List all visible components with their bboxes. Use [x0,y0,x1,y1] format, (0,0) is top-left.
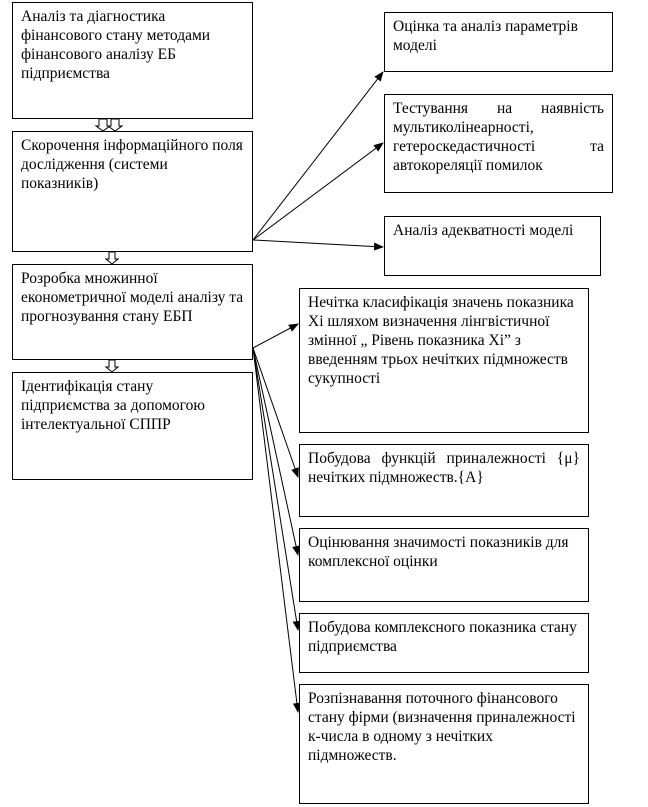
box-info-field-reduction [12,131,253,252]
box-multicollinearity-test-text: Тестування на наявність мультиколінеарності, гетероскедастичності та автокореляції помилок [393,100,604,174]
double-down-arrow-1 [96,119,122,131]
box-state-identification [12,372,253,480]
box-parameter-estimation-text: Оцінка та аналіз параметрів моделі [393,18,578,54]
arrow-to-adequacy-analysis [253,240,383,247]
box-membership-functions [299,444,589,517]
box-info-field-reduction-text: Скорочення інформаційного поля дослідження (системи показників) [21,137,243,192]
arrow-to-significance-evaluation [253,348,298,555]
arrow-to-fuzzy-classification [253,324,298,348]
arrow-to-membership-functions [253,348,298,477]
box-financial-analysis [12,2,253,119]
arrow-to-state-recognition [253,348,298,712]
box-significance-evaluation [299,528,589,602]
arrow-to-parameter-estimation [253,72,383,240]
box-fuzzy-classification-text: Нечітка класифікація значень показника Хі шляхом визначення лінгвістичної змінної „ Рівень показника Хі” з введенням трьох нечітких підмножеств сукупності [308,294,574,387]
box-financial-analysis-text: Аналіз та діагностика фінансового стану методами фінансового аналізу ЕБ підприємства [21,8,211,82]
box-econometric-model-text: Розробка множинної економетричної моделі аналізу та прогнозування стану ЕБП [21,270,244,325]
box-membership-functions-text: Побудова функцій приналежності {μ} нечітких підмножеств.{А} [308,450,580,486]
box-fuzzy-classification [299,288,589,433]
box-significance-evaluation-text: Оцінювання значимості показників для комплексної оцінки [308,534,569,570]
box-composite-indicator-text: Побудова комплексного показника стану підприємства [308,619,577,655]
box-state-recognition [299,684,589,804]
box-adequacy-analysis [384,216,601,276]
box-parameter-estimation [384,12,613,72]
box-econometric-model [12,264,253,360]
box-multicollinearity-test [384,94,613,193]
double-down-arrow-2 [106,252,118,264]
box-state-recognition-text: Розпізнавання поточного фінансового стану фірми (визначення приналежності к-числа в одному з нечітких підмножеств. [308,690,576,764]
arrow-to-composite-indicator [253,348,298,630]
box-adequacy-analysis-text: Аналіз адекватності моделі [393,222,574,239]
double-down-arrow-3 [106,360,118,372]
arrow-to-multicollinearity-test [253,143,383,240]
box-composite-indicator [299,613,589,673]
box-state-identification-text: Ідентифікація стану підприємства за допомогою інтелектуальної СППР [21,378,205,433]
